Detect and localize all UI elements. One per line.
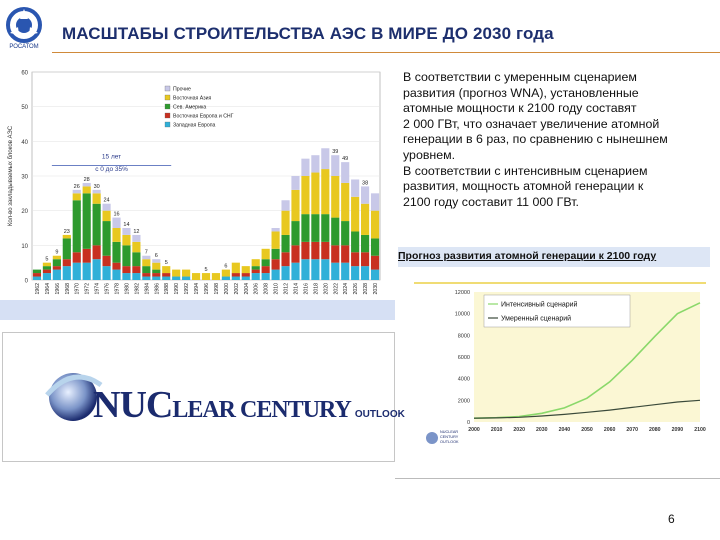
bar-segment — [122, 273, 130, 280]
bar-segment — [33, 277, 41, 280]
mini-logo-icon — [426, 432, 438, 444]
bar-segment — [291, 221, 299, 245]
bar-segment — [102, 256, 110, 266]
bar-segment — [311, 214, 319, 242]
x-tick-label: 1988 — [164, 283, 171, 295]
bar-segment — [361, 204, 369, 235]
forecast-line-chart — [410, 270, 710, 460]
y-tick-label: 10000 — [454, 311, 470, 318]
bar-segment — [63, 235, 71, 238]
bar-segment — [321, 169, 329, 214]
page-title: МАСШТАБЫ СТРОИТЕЛЬСТВА АЭС В МИРЕ ДО 2030 года — [62, 24, 554, 43]
title-divider — [52, 52, 720, 53]
bar-segment — [182, 277, 190, 280]
bar-segment — [341, 245, 349, 262]
x-tick-label: 1984 — [144, 283, 151, 295]
bar-segment — [272, 231, 280, 248]
reactor-starts-bar-chart — [0, 62, 390, 320]
bar-segment — [43, 266, 51, 269]
bar-segment — [262, 273, 270, 280]
bar-segment — [132, 266, 140, 273]
bar-segment — [331, 245, 339, 262]
bar-segment — [331, 263, 339, 280]
annotation-text-2: с 0 до 35% — [95, 165, 128, 173]
forecast-caption: Прогноз развития атомной генерации к 2100 году — [398, 250, 657, 262]
bar-data-label: 6 — [154, 253, 158, 260]
description-line: развития, мощность атомной генерации к — [403, 179, 644, 194]
legend-label: Восточная Азия — [173, 95, 212, 102]
bar-data-label: 49 — [342, 156, 349, 163]
bar-segment — [232, 263, 240, 273]
bar-data-label: 24 — [103, 197, 110, 204]
bar-segment — [252, 273, 260, 280]
bar-segment — [262, 249, 270, 259]
x-tick-label: 1996 — [204, 283, 210, 295]
legend-swatch — [165, 113, 170, 118]
bar-segment — [331, 176, 339, 218]
bar-segment — [73, 193, 81, 200]
x-tick-label: 2100 — [694, 427, 706, 433]
y-tick-label: 20 — [21, 209, 28, 216]
x-tick-label: 1962 — [34, 283, 41, 295]
y-tick-label: 60 — [21, 70, 28, 77]
bar-segment — [371, 256, 379, 270]
x-tick-label: 1990 — [174, 283, 181, 295]
bar-segment — [132, 273, 140, 280]
x-tick-label: 1970 — [74, 283, 81, 295]
annotation-text-1: 15 лет — [101, 153, 122, 161]
bar-data-label: 12 — [133, 228, 140, 235]
bar-segment — [272, 270, 280, 280]
bar-data-label: 9 — [55, 249, 59, 256]
bar-segment — [262, 259, 270, 266]
scenario-description — [403, 70, 709, 210]
y-axis-label: Кол-во закладываемых блоков АЭС — [8, 125, 14, 227]
description-line: 2100 году составит 11 000 ГВт. — [403, 194, 579, 209]
legend-label: Прочие — [173, 86, 191, 93]
bar-segment — [142, 259, 150, 266]
bar-segment — [301, 259, 309, 280]
description-line: развития (прогноз WNA), установленные — [403, 85, 639, 100]
bar-segment — [122, 245, 130, 266]
bar-segment — [73, 190, 81, 193]
bar-segment — [242, 266, 250, 273]
x-tick-label: 2028 — [363, 283, 370, 295]
bar-segment — [252, 270, 260, 273]
bar-data-label: 16 — [113, 211, 120, 218]
bar-segment — [142, 277, 150, 280]
bar-data-label: 28 — [83, 176, 90, 183]
bar-segment — [93, 193, 101, 203]
bar-segment — [63, 266, 71, 280]
bar-segment — [162, 277, 170, 280]
y-tick-label: 0 — [24, 278, 28, 285]
bar-segment — [212, 273, 220, 280]
description-line: В соответствии с интенсивным сценарием — [403, 163, 648, 178]
bar-segment — [272, 259, 280, 269]
bar-data-label: 23 — [63, 228, 70, 235]
bar-segment — [132, 242, 140, 252]
bar-segment — [281, 252, 289, 266]
description-line: В соответствии с умеренным сценарием — [403, 70, 637, 84]
y-tick-label: 12000 — [454, 290, 470, 296]
legend-label: Умеренный сценарий — [501, 315, 572, 323]
mini-logo-label: OUTLOOK — [440, 440, 459, 444]
bar-segment — [112, 218, 120, 228]
description-line: атомные мощности к 2100 году составят — [403, 101, 637, 116]
bar-segment — [311, 259, 319, 280]
bar-segment — [222, 277, 230, 280]
bar-segment — [262, 266, 270, 273]
bar-segment — [83, 183, 91, 186]
footer-divider — [395, 478, 720, 479]
bar-segment — [93, 259, 101, 280]
bar-segment — [152, 273, 160, 276]
x-tick-label: 2020 — [513, 427, 525, 433]
x-tick-label: 2002 — [233, 283, 240, 295]
bar-segment — [371, 238, 379, 255]
bar-segment — [281, 235, 289, 252]
bar-segment — [122, 266, 130, 273]
bar-segment — [33, 273, 41, 276]
bar-segment — [242, 277, 250, 280]
bar-segment — [301, 159, 309, 176]
bar-segment — [341, 162, 349, 183]
y-tick-label: 40 — [21, 139, 28, 146]
x-tick-label: 1994 — [194, 283, 201, 295]
bar-segment — [112, 242, 120, 263]
bar-segment — [351, 179, 359, 196]
bar-segment — [33, 270, 41, 273]
x-tick-label: 1974 — [94, 283, 101, 295]
y-tick-label: 2000 — [457, 398, 470, 405]
bar-segment — [63, 238, 71, 259]
bar-segment — [242, 273, 250, 276]
brand-rest: LEAR CENTURY — [172, 397, 351, 423]
bar-data-label: 38 — [362, 180, 369, 187]
bar-segment — [371, 270, 379, 280]
y-tick-label: 8000 — [457, 333, 470, 340]
bar-segment — [93, 245, 101, 259]
bar-segment — [102, 211, 110, 221]
bar-segment — [361, 266, 369, 280]
bar-segment — [112, 263, 120, 270]
x-tick-label: 2014 — [293, 283, 300, 295]
y-tick-label: 4000 — [457, 376, 470, 383]
x-tick-label: 2050 — [581, 427, 593, 433]
bar-segment — [272, 249, 280, 259]
x-tick-label: 1980 — [124, 283, 131, 295]
bar-segment — [53, 256, 61, 259]
bar-segment — [232, 277, 240, 280]
x-tick-label: 1998 — [213, 283, 220, 295]
bar-segment — [152, 263, 160, 270]
x-tick-label: 1982 — [134, 283, 141, 295]
bar-segment — [321, 242, 329, 259]
bar-segment — [351, 231, 359, 252]
x-tick-label: 1992 — [184, 283, 191, 295]
mini-logo-label: CENTURY — [440, 435, 459, 439]
bar-segment — [122, 228, 130, 235]
bar-segment — [112, 270, 120, 280]
x-tick-label: 2030 — [373, 283, 380, 295]
bar-data-label: 30 — [93, 183, 100, 190]
x-tick-label: 2060 — [603, 427, 616, 433]
bar-segment — [142, 273, 150, 276]
bar-segment — [361, 235, 369, 252]
bar-segment — [73, 263, 81, 280]
legend-label: Сев. Америка — [173, 104, 207, 111]
bar-segment — [311, 173, 319, 215]
bar-segment — [152, 270, 160, 273]
bar-segment — [73, 200, 81, 252]
bar-segment — [93, 204, 101, 246]
bar-data-label: 26 — [73, 183, 80, 190]
x-tick-label: 2012 — [283, 283, 290, 295]
bar-data-label: 5 — [45, 256, 49, 263]
legend-label: Интенсивный сценарий — [501, 301, 578, 309]
bar-segment — [291, 263, 299, 280]
bar-segment — [301, 214, 309, 242]
bar-segment — [122, 235, 130, 245]
bar-data-label: 7 — [144, 249, 148, 256]
x-tick-label: 2026 — [353, 283, 360, 295]
bar-segment — [371, 193, 379, 210]
bar-data-label: 14 — [123, 222, 130, 228]
bar-segment — [53, 259, 61, 266]
bar-segment — [112, 228, 120, 242]
x-tick-label: 2024 — [343, 283, 350, 295]
bar-segment — [162, 266, 170, 273]
bar-segment — [361, 252, 369, 266]
bar-segment — [301, 242, 309, 259]
bar-segment — [321, 214, 329, 242]
bar-segment — [93, 190, 101, 193]
logo-label: РОСАТОМ — [9, 44, 39, 50]
x-tick-label: 2016 — [303, 283, 310, 295]
bar-segment — [341, 263, 349, 280]
x-tick-label: 2080 — [649, 427, 661, 433]
bar-segment — [311, 242, 319, 259]
bar-segment — [341, 221, 349, 245]
page-number: 6 — [668, 512, 675, 526]
bar-segment — [371, 211, 379, 239]
x-tick-label: 2010 — [490, 427, 503, 433]
legend-swatch — [165, 86, 170, 91]
bar-segment — [222, 270, 230, 277]
x-tick-label: 2000 — [223, 283, 230, 295]
legend-label: Восточная Европа и СНГ — [173, 113, 234, 120]
x-tick-label: 2018 — [313, 283, 320, 295]
x-tick-label: 2000 — [468, 427, 480, 433]
bar-segment — [162, 273, 170, 276]
x-tick-label: 2030 — [536, 427, 548, 433]
bar-segment — [252, 266, 260, 269]
bar-segment — [43, 263, 51, 266]
x-tick-label: 2040 — [558, 427, 571, 433]
bar-segment — [83, 263, 91, 280]
bar-segment — [142, 266, 150, 273]
x-tick-label: 2006 — [253, 283, 260, 295]
bar-segment — [252, 259, 260, 266]
y-tick-label: 0 — [466, 420, 470, 426]
bar-segment — [152, 259, 160, 262]
bar-segment — [63, 259, 71, 266]
bar-segment — [172, 270, 180, 277]
bar-segment — [43, 270, 51, 273]
bar-segment — [341, 183, 349, 221]
bar-segment — [291, 190, 299, 221]
y-tick-label: 30 — [21, 174, 28, 181]
bar-segment — [281, 266, 289, 280]
y-tick-label: 6000 — [457, 355, 470, 361]
x-tick-label: 2020 — [323, 283, 330, 295]
bar-segment — [351, 197, 359, 232]
bar-segment — [53, 266, 61, 269]
x-tick-label: 2004 — [243, 283, 250, 295]
bar-segment — [331, 155, 339, 176]
bar-segment — [291, 245, 299, 262]
brand-tag: OUTLOOK — [354, 409, 405, 420]
legend-swatch — [165, 104, 170, 109]
legend-swatch — [165, 95, 170, 100]
legend-swatch — [165, 122, 170, 127]
bar-segment — [281, 211, 289, 235]
description-line: уровнем. — [403, 147, 456, 162]
bar-segment — [102, 204, 110, 211]
bar-segment — [172, 277, 180, 280]
bar-segment — [192, 273, 200, 280]
description-line: 2 000 ГВт, что означает увеличение атомной — [403, 116, 660, 131]
bar-segment — [83, 193, 91, 248]
bar-segment — [321, 259, 329, 280]
y-tick-label: 10 — [21, 243, 28, 250]
bar-segment — [331, 218, 339, 246]
x-tick-label: 2090 — [671, 427, 684, 433]
x-tick-label: 2008 — [263, 283, 270, 295]
x-tick-label: 1976 — [104, 283, 111, 295]
bar-segment — [272, 228, 280, 231]
x-tick-label: 1964 — [44, 283, 51, 295]
bar-segment — [351, 252, 359, 266]
y-tick-label: 50 — [21, 105, 28, 112]
nuclear-century-wordmark — [93, 383, 405, 427]
mini-logo-label: NUCLEAR — [440, 430, 459, 434]
bar-data-label: 5 — [164, 260, 168, 267]
legend-label: Западная Европа — [173, 122, 216, 129]
bar-segment — [351, 266, 359, 280]
bar-segment — [53, 270, 61, 280]
bar-segment — [73, 252, 81, 262]
x-tick-label: 1972 — [84, 283, 91, 295]
bar-segment — [83, 186, 91, 193]
bar-segment — [83, 249, 91, 263]
bar-segment — [291, 176, 299, 190]
bar-segment — [202, 273, 210, 280]
x-tick-label: 2022 — [333, 283, 340, 295]
bar-segment — [311, 155, 319, 172]
bar-segment — [321, 148, 329, 169]
bar-segment — [132, 252, 140, 266]
x-tick-label: 1986 — [154, 283, 161, 295]
bar-segment — [232, 273, 240, 276]
bar-segment — [102, 266, 110, 280]
bar-segment — [301, 176, 309, 214]
x-tick-label: 2070 — [626, 427, 638, 433]
bar-segment — [281, 200, 289, 210]
bar-segment — [152, 277, 160, 280]
bar-segment — [132, 235, 140, 242]
x-tick-label: 2010 — [273, 283, 280, 295]
bar-data-label: 5 — [204, 267, 208, 274]
x-tick-label: 1966 — [54, 283, 61, 295]
bar-segment — [142, 256, 150, 259]
bar-segment — [182, 270, 190, 277]
bar-segment — [102, 221, 110, 256]
x-tick-label: 1978 — [114, 283, 121, 295]
x-tick-label: 1968 — [64, 283, 71, 295]
brand-big: NUC — [93, 384, 173, 426]
nuclear-century-logo-panel — [2, 332, 405, 462]
bar-data-label: 6 — [224, 263, 228, 270]
bar-segment — [361, 186, 369, 203]
bar-data-label: 39 — [332, 149, 339, 156]
bar-segment — [43, 273, 51, 280]
description-line: генерации в 6 раз, по сравнению с нынешнем — [403, 132, 668, 147]
